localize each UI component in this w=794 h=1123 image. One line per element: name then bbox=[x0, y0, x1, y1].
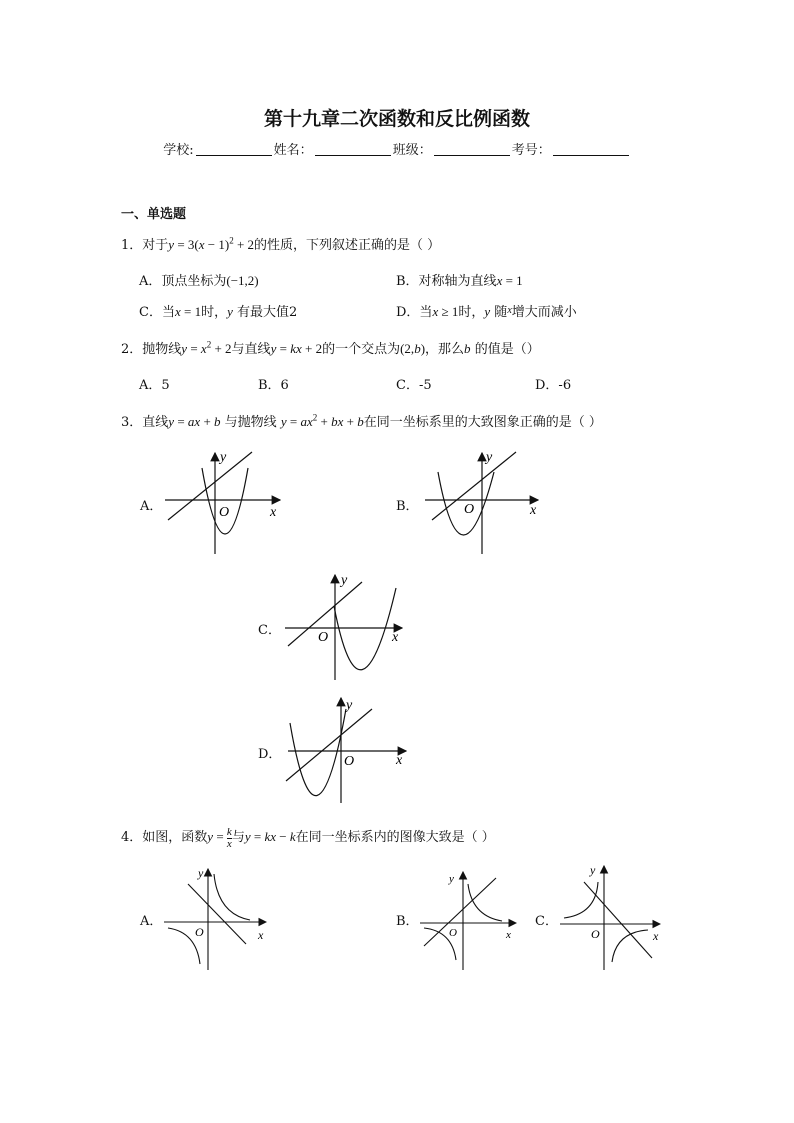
q1-option-a-value: (−1,2) bbox=[226, 273, 259, 288]
x-axis-label: x bbox=[530, 503, 537, 518]
q1-option-c-pre: C．当 bbox=[139, 305, 175, 320]
question-2 bbox=[121, 338, 540, 357]
q2-option-b[interactable]: B．6 bbox=[258, 378, 289, 393]
q4-formula-line: y = kx − k bbox=[244, 829, 296, 844]
hyperbola-branch-lower-right bbox=[612, 930, 648, 962]
hyperbola-branch-upper bbox=[468, 884, 502, 921]
q2-number: 2． bbox=[121, 342, 143, 357]
q1-option-d-mid: 时， bbox=[458, 305, 485, 320]
y-axis-label: y bbox=[220, 450, 227, 465]
q1-option-c-mid: 时， bbox=[201, 305, 228, 320]
q3-graph-d[interactable] bbox=[280, 695, 410, 807]
straight-line bbox=[286, 709, 372, 781]
q3-option-c-label[interactable]: C． bbox=[258, 623, 281, 638]
q2-point: (2,b) bbox=[400, 341, 426, 356]
straight-line bbox=[424, 878, 496, 946]
hyperbola-branch-upper-left bbox=[564, 882, 598, 918]
class-blank[interactable] bbox=[434, 143, 510, 156]
parabola-curve bbox=[334, 588, 396, 670]
q1-option-d-formula: x ≥ 1 bbox=[432, 304, 459, 319]
hyperbola-branch-upper bbox=[214, 874, 250, 920]
y-axis-label: y bbox=[449, 873, 454, 885]
q1-post: 的性质，下列叙述正确的是（ ） bbox=[254, 238, 441, 253]
class-label: 班级： bbox=[392, 143, 432, 158]
q4-option-c-label[interactable]: C． bbox=[535, 914, 558, 929]
x-axis-label: x bbox=[258, 928, 264, 942]
q3-option-d-label[interactable]: D． bbox=[258, 747, 282, 762]
q3-pre: 直线 bbox=[142, 415, 169, 430]
q1-option-d[interactable] bbox=[396, 301, 577, 320]
q2-var-b: b bbox=[464, 341, 471, 356]
origin-label: O bbox=[344, 754, 355, 769]
q1-option-c[interactable] bbox=[139, 301, 297, 320]
q3-graph-c[interactable] bbox=[280, 572, 410, 684]
x-axis-label: x bbox=[270, 505, 277, 520]
q1-formula: $y = 3(x - 1)^2 + 2$ bbox=[168, 235, 255, 252]
q4-graph-c[interactable] bbox=[556, 862, 664, 972]
origin-label: O bbox=[591, 927, 600, 941]
y-axis-label: y bbox=[346, 698, 353, 713]
q3-number: 3． bbox=[121, 415, 143, 430]
question-4 bbox=[121, 826, 495, 850]
q3-graph-b[interactable] bbox=[420, 450, 550, 560]
x-axis-label: x bbox=[506, 929, 511, 941]
q2-formula-parabola: $y = x^2 + 2$ bbox=[181, 339, 232, 356]
page-title: 第十九章二次函数和反比例函数 bbox=[263, 108, 530, 130]
q1-number: 1． bbox=[121, 238, 143, 253]
q4-number: 4． bbox=[121, 830, 143, 845]
y-axis-label: y bbox=[198, 866, 204, 880]
y-axis-label: y bbox=[590, 863, 596, 877]
q4-formula-inverse: y = $\frac{k}{x}$ bbox=[207, 825, 232, 850]
q2-post2: ，那么 bbox=[425, 342, 465, 357]
question-3 bbox=[121, 411, 602, 430]
q2-pre: 抛物线 bbox=[142, 342, 182, 357]
q2-option-c[interactable]: C．-5 bbox=[396, 378, 432, 393]
q2-option-d[interactable]: D．-6 bbox=[535, 378, 572, 393]
q3-post: 在同一坐标系里的大致图象正确的是（ ） bbox=[363, 415, 602, 430]
y-axis-label: y bbox=[341, 573, 348, 588]
x-axis-label: x bbox=[392, 630, 399, 645]
q4-mid: 与 bbox=[231, 830, 245, 845]
q2-post3: 的值是（） bbox=[474, 342, 540, 357]
x-axis-label: x bbox=[396, 753, 403, 768]
q1-option-b-text: B．对称轴为直线 bbox=[396, 274, 497, 289]
origin-label: O bbox=[195, 925, 204, 939]
q3-graph-a[interactable] bbox=[160, 450, 290, 560]
y-axis-label: y bbox=[486, 450, 493, 465]
q3-option-b-label[interactable]: B． bbox=[396, 499, 419, 514]
q4-post: 在同一坐标系内的图像大致是（ ） bbox=[295, 830, 495, 845]
q1-option-c-var: y bbox=[227, 304, 233, 319]
exam-no-label: 考号： bbox=[511, 143, 551, 158]
q2-post1: 的一个交点为 bbox=[322, 342, 401, 357]
origin-label: O bbox=[318, 630, 329, 645]
q4-option-a-label[interactable]: A． bbox=[140, 914, 163, 929]
q3-option-a-label[interactable]: A． bbox=[140, 499, 163, 514]
q4-option-b-label[interactable]: B． bbox=[396, 914, 419, 929]
x-axis-label: x bbox=[653, 929, 659, 943]
q2-mid: 与直线 bbox=[231, 342, 271, 357]
q1-pre: 对于 bbox=[142, 238, 169, 253]
question-1 bbox=[121, 234, 440, 253]
q1-option-d-var-x: x bbox=[507, 305, 512, 316]
q3-formula-line: y = ax + b bbox=[168, 414, 221, 429]
school-blank[interactable] bbox=[196, 143, 272, 156]
parabola-curve bbox=[290, 709, 346, 796]
q1-option-a-text: A．顶点坐标为 bbox=[139, 274, 227, 289]
q1-option-d-var-y: y bbox=[484, 304, 491, 319]
q4-graph-b[interactable] bbox=[416, 866, 520, 972]
q1-option-a[interactable] bbox=[139, 270, 259, 289]
q2-formula-line: y = kx + 2 bbox=[270, 341, 323, 356]
school-label: 学校: bbox=[163, 143, 194, 158]
q1-option-c-post: 有最大值2 bbox=[237, 305, 298, 320]
section-heading: 一、单选题 bbox=[121, 207, 187, 222]
q4-pre: 如图，函数 bbox=[142, 830, 208, 845]
parabola-curve bbox=[202, 468, 248, 534]
origin-label: O bbox=[449, 927, 457, 939]
q4-graph-a[interactable] bbox=[160, 866, 270, 972]
straight-line bbox=[584, 882, 652, 958]
q1-option-d-post: 增大而减小 bbox=[511, 305, 577, 320]
q1-option-b[interactable] bbox=[396, 270, 523, 289]
q1-option-d-sui: 随 bbox=[494, 305, 508, 320]
origin-label: O bbox=[219, 505, 230, 520]
q3-mid: 与抛物线 bbox=[220, 415, 281, 430]
q1-option-b-formula: x = 1 bbox=[496, 273, 523, 288]
name-blank[interactable] bbox=[315, 143, 391, 156]
exam-no-blank[interactable] bbox=[553, 143, 629, 156]
q3-formula-parabola: $y = ax^2$ + bx + b bbox=[280, 412, 364, 429]
q2-option-a[interactable]: A．5 bbox=[139, 378, 170, 393]
origin-label: O bbox=[464, 502, 475, 517]
name-label: 姓名： bbox=[273, 143, 313, 158]
q1-option-d-pre: D．当 bbox=[396, 305, 433, 320]
student-info-line bbox=[0, 139, 794, 158]
q1-option-c-formula: x = 1 bbox=[174, 304, 202, 319]
